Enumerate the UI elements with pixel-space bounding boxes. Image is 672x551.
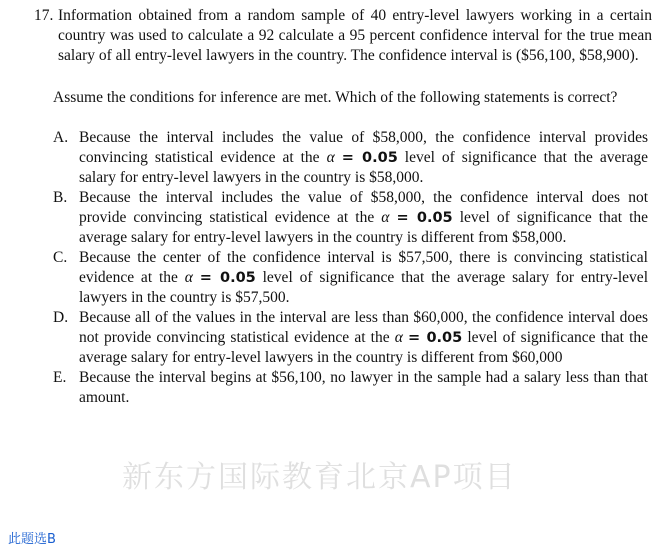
answer-note-link[interactable]: 此题选B bbox=[8, 532, 56, 547]
option-c bbox=[53, 248, 648, 308]
option-text bbox=[79, 188, 648, 248]
option-text-pre: Because the center of the confidence interval is $57,500, there is convincing statistical evidence at the bbox=[79, 249, 648, 286]
alpha-level: = 0.05 bbox=[396, 210, 453, 226]
option-letter: E. bbox=[53, 369, 67, 386]
question-prompt: Assume the conditions for inference are met. Which of the following statements is correct? bbox=[53, 89, 618, 106]
option-text-pre: Because the interval includes the value of $58,000, the confidence interval provides convincing statistical evidence at the bbox=[79, 129, 648, 166]
alpha-level: = 0.05 bbox=[408, 330, 463, 346]
option-d bbox=[53, 308, 648, 368]
option-letter: C. bbox=[53, 249, 68, 266]
option-letter: A. bbox=[53, 129, 69, 146]
alpha-symbol: α bbox=[184, 269, 193, 286]
question-stem-text: Information obtained from a random sample of 40 entry-level lawyers working in a certain country was used to calculate a 92 calculate a 95 percent confidence interval for the true mean salary of all entry-level lawyers in the country. The confidence interval is ($56,100, $58,900). bbox=[58, 7, 652, 64]
option-text-post: level of significance that the average salary for entry-level lawyers in the country is different from $60,000 bbox=[79, 329, 649, 366]
option-a bbox=[53, 128, 648, 188]
alpha-symbol: α bbox=[326, 149, 335, 166]
option-letter: D. bbox=[53, 309, 69, 326]
question-stem bbox=[34, 6, 652, 66]
option-text bbox=[79, 248, 648, 308]
question-number: 17. bbox=[34, 7, 54, 24]
option-text bbox=[79, 128, 648, 188]
option-text-post: level of significance that the average salary for entry-level lawyers in the country is different from $58,000. bbox=[79, 209, 648, 246]
option-text: Because the interval begins at $56,100, no lawyer in the sample had a salary less than that amount. bbox=[79, 369, 648, 406]
option-text-pre: Because all of the values in the interval are less than $60,000, the confidence interval does not provide convincing statistical evidence at the bbox=[79, 309, 648, 346]
option-text bbox=[79, 308, 648, 368]
question-block bbox=[34, 6, 652, 408]
alpha-symbol: α bbox=[381, 209, 390, 226]
alpha-symbol: α bbox=[394, 329, 403, 346]
option-text-post: level of significance that the average salary for entry-level lawyers in the country is $58,000. bbox=[79, 149, 648, 186]
option-b bbox=[53, 188, 648, 248]
watermark: 新东方国际教育北京AP项目 bbox=[122, 460, 517, 495]
alpha-level: = 0.05 bbox=[341, 150, 398, 166]
option-text-post: level of significance that the average salary for entry-level lawyers in the country is $57,500. bbox=[79, 269, 648, 306]
option-text-pre: Because the interval includes the value of $58,000, the confidence interval does not provide convincing statistical evidence at the bbox=[79, 189, 648, 226]
alpha-level: = 0.05 bbox=[199, 270, 256, 286]
option-e bbox=[53, 368, 648, 408]
answer-options bbox=[53, 128, 648, 408]
option-letter: B. bbox=[53, 189, 68, 206]
